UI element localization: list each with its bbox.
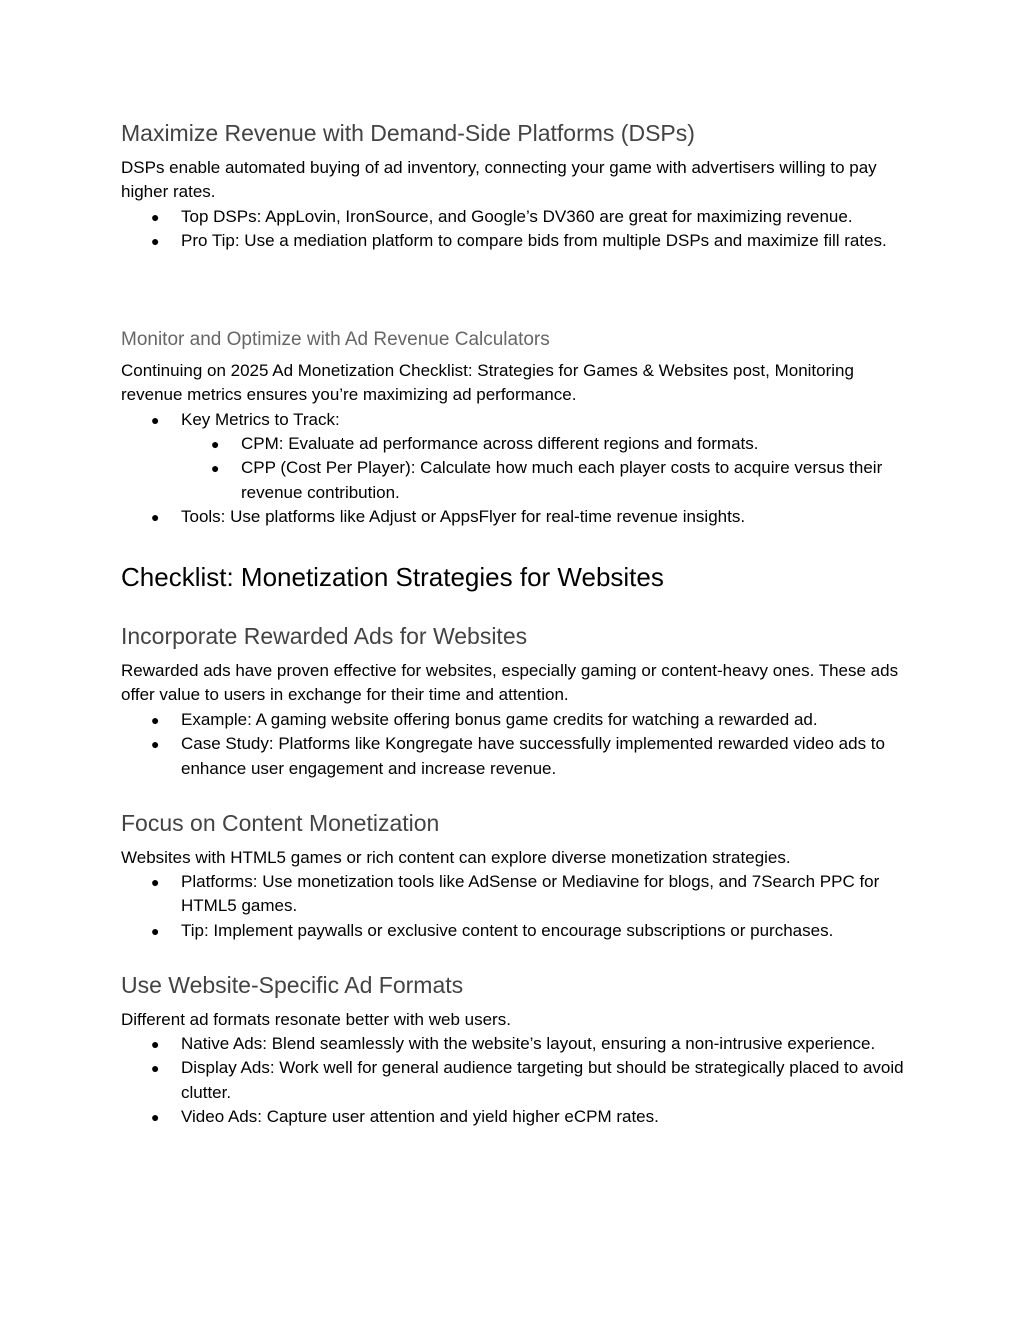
paragraph-content-intro: Websites with HTML5 games or rich content can explore diverse monetization strategies. bbox=[121, 848, 791, 867]
paragraph-rewarded-intro: Rewarded ads have proven effective for websites, especially gaming or content-heavy ones. These ads offer value to users in exchange for their time and attention. bbox=[121, 661, 899, 705]
list-item: ● Display Ads: Work well for general audience targeting but should be strategically placed to avoid clutter. bbox=[151, 1058, 904, 1102]
list-monitor-tools bbox=[151, 505, 911, 529]
list-item: ● Pro Tip: Use a mediation platform to compare bids from multiple DSPs and maximize fill rates. bbox=[181, 229, 911, 253]
list-item: ● Key Metrics to Track: bbox=[181, 408, 911, 432]
list-item: ● Video Ads: Capture user attention and yield higher eCPM rates. bbox=[181, 1105, 911, 1129]
list-item: ● Case Study: Platforms like Kongregate have successfully implemented rewarded video ads to enhance user engagement and increase revenue. bbox=[151, 734, 885, 778]
bullet-icon: ● bbox=[151, 233, 160, 250]
heading-checklist: Checklist: Monetization Strategies for Websites bbox=[121, 562, 664, 592]
list-item: ● Native Ads: Blend seamlessly with the website’s layout, ensuring a non-intrusive experience. bbox=[181, 1032, 911, 1056]
bullet-icon: ● bbox=[211, 460, 220, 477]
heading-content: Focus on Content Monetization bbox=[121, 810, 440, 836]
bullet-icon: ● bbox=[151, 209, 160, 225]
bullet-icon: ● bbox=[151, 874, 160, 890]
heading-rewarded: Incorporate Rewarded Ads for Websites bbox=[121, 623, 528, 649]
list-item: ● CPM: Evaluate ad performance across different regions and formats. bbox=[241, 432, 911, 456]
bullet-icon: ● bbox=[151, 1109, 160, 1126]
list-item: ● Platforms: Use monetization tools like AdSense or Mediavine for blogs, and 7Search PPC for HTML5 games. bbox=[151, 872, 880, 916]
bullet-icon: ● bbox=[151, 712, 160, 728]
list-formats bbox=[151, 1032, 911, 1130]
bullet-icon: ● bbox=[151, 736, 160, 753]
bullet-icon: ● bbox=[151, 1060, 160, 1077]
list-item: ● Tools: Use platforms like Adjust or AppsFlyer for real-time revenue insights. bbox=[181, 505, 911, 529]
sublist-monitor-metrics bbox=[211, 432, 911, 505]
heading-dsp: Maximize Revenue with Demand-Side Platforms (DSPs) bbox=[121, 120, 695, 146]
paragraph-monitor-intro: Continuing on 2025 Ad Monetization Checklist: Strategies for Games & Websites post, Monitoring revenue metrics ensures you’re maximizing ad performance. bbox=[121, 361, 854, 405]
list-dsp bbox=[151, 205, 911, 254]
list-item: ● Example: A gaming website offering bonus game credits for watching a rewarded ad. bbox=[181, 708, 911, 732]
list-rewarded bbox=[151, 708, 911, 781]
list-item: ● CPP (Cost Per Player): Calculate how much each player costs to acquire versus their revenue contribution. bbox=[211, 458, 883, 502]
bullet-icon: ● bbox=[151, 509, 160, 525]
list-item: ● Tip: Implement paywalls or exclusive content to encourage subscriptions or purchases. bbox=[181, 919, 911, 943]
bullet-icon: ● bbox=[151, 1036, 160, 1052]
bullet-icon: ● bbox=[151, 412, 160, 428]
bullet-icon: ● bbox=[151, 922, 160, 939]
paragraph-formats-intro: Different ad formats resonate better with web users. bbox=[121, 1010, 511, 1029]
list-item: ● Top DSPs: AppLovin, IronSource, and Google’s DV360 are great for maximizing revenue. bbox=[181, 205, 911, 229]
list-content bbox=[151, 870, 911, 943]
heading-monitor: Monitor and Optimize with Ad Revenue Calculators bbox=[121, 329, 550, 350]
bullet-icon: ● bbox=[211, 436, 220, 452]
paragraph-dsp-intro: DSPs enable automated buying of ad inventory, connecting your game with advertisers willing to pay higher rates. bbox=[121, 158, 877, 202]
list-monitor bbox=[151, 408, 911, 432]
heading-formats: Use Website-Specific Ad Formats bbox=[121, 972, 464, 998]
